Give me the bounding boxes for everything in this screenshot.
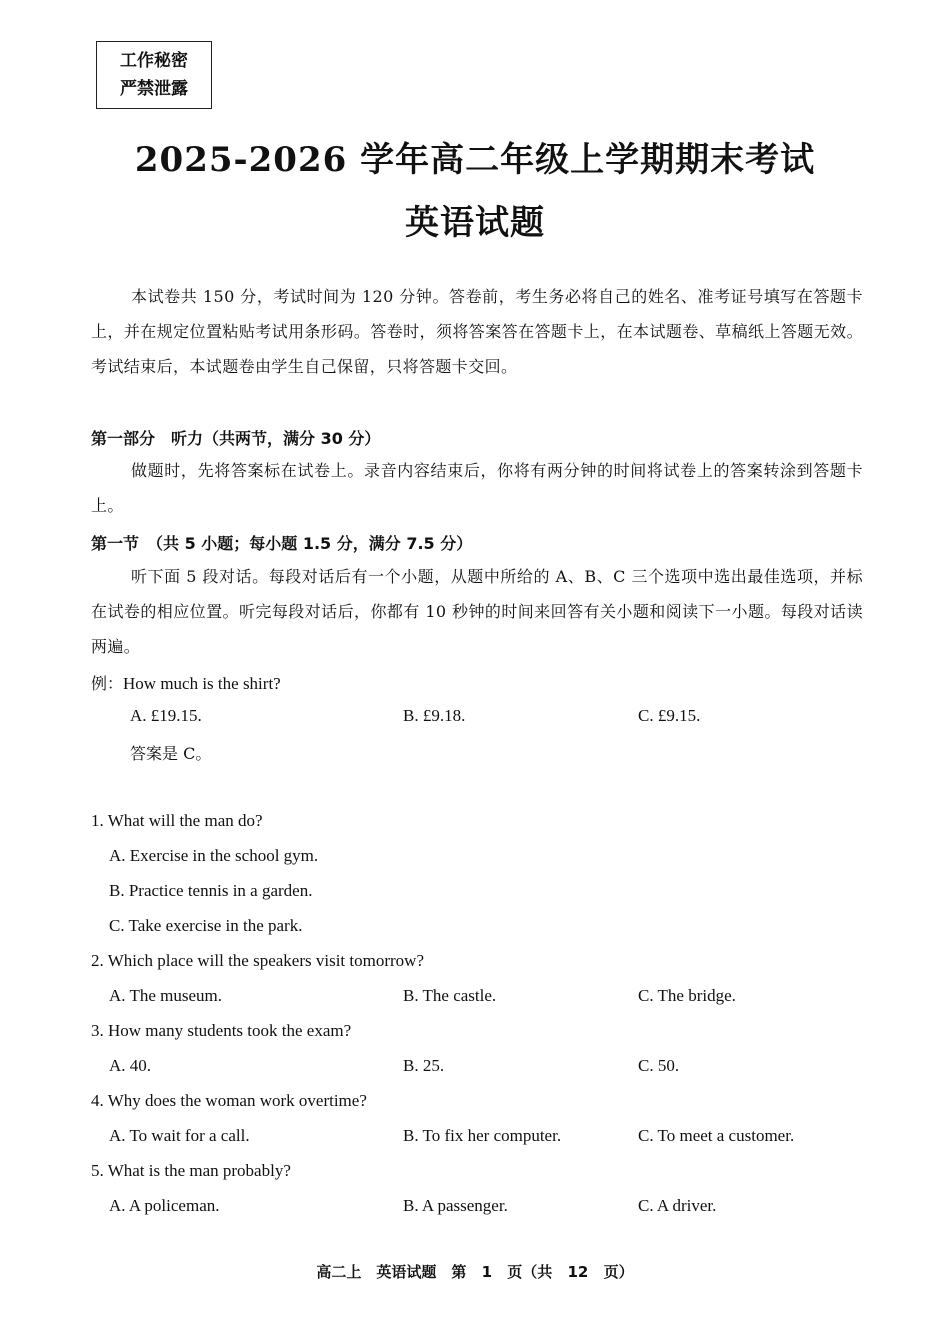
- example-answer: 答案是 C。: [130, 744, 212, 763]
- q2-option-a: A. The museum.: [109, 986, 223, 1005]
- page-footer: 高二上 英语试题 第 1 页（共 12 页）: [316, 1263, 634, 1281]
- instructions-paragraph: 本试卷共 150 分，考试时间为 120 分钟。答卷前，考生务必将自己的姓名、准考证号填写在答题卡上，并在规定位置粘贴考试用条形码。答卷时，须将答案答在答题卡上，在本试题卷、草稿纸上答题无效。考试结束后，本试题卷由学生自己保留，只将答题卡交回。: [91, 287, 863, 376]
- question-4: 4. Why does the woman work overtime?: [91, 1091, 367, 1110]
- stamp-line-2: 严禁泄露: [120, 79, 188, 99]
- example-option-a: A. £19.15.: [130, 706, 202, 725]
- section1-heading: 第一节 （共 5 小题；每小题 1.5 分，满分 7.5 分）: [91, 534, 473, 553]
- q3-option-a: A. 40.: [109, 1056, 152, 1075]
- question-2: 2. Which place will the speakers visit tomorrow?: [91, 951, 424, 970]
- q2-option-c: C. The bridge.: [638, 986, 736, 1005]
- q1-option-b: B. Practice tennis in a garden.: [109, 881, 313, 900]
- exam-title: 2025-2026 学年高二年级上学期期末考试: [134, 140, 816, 180]
- q1-option-a: A. Exercise in the school gym.: [109, 846, 319, 865]
- confidential-stamp: [96, 41, 212, 109]
- example-option-c: C. £9.15.: [638, 706, 701, 725]
- q4-option-c: C. To meet a customer.: [638, 1126, 795, 1145]
- example-prefix: 例：: [91, 674, 124, 693]
- q5-option-c: C. A driver.: [638, 1196, 717, 1215]
- example-question-text: How much is the shirt?: [123, 674, 281, 693]
- example-question: [91, 671, 281, 694]
- q2-option-b: B. The castle.: [403, 986, 497, 1005]
- q4-option-a: A. To wait for a call.: [109, 1126, 250, 1145]
- q3-option-b: B. 25.: [403, 1056, 445, 1075]
- q5-option-a: A. A policeman.: [109, 1196, 220, 1215]
- question-5: 5. What is the man probably?: [91, 1161, 291, 1180]
- stamp-line-1: 工作秘密: [120, 51, 188, 71]
- q5-option-b: B. A passenger.: [403, 1196, 508, 1215]
- section1-intro: 听下面 5 段对话。每段对话后有一个小题，从题中所给的 A、B、C 三个选项中选出最佳选项，并标在试卷的相应位置。听完每段对话后，你都有 10 秒钟的时间来回答有关小题和阅读下一小题。每段对话读两遍。: [91, 567, 863, 656]
- part1-intro: 做题时，先将答案标在试卷上。录音内容结束后，你将有两分钟的时间将试卷上的答案转涂到答题卡上。: [91, 461, 863, 515]
- q3-option-c: C. 50.: [638, 1056, 680, 1075]
- q1-option-c: C. Take exercise in the park.: [109, 916, 303, 935]
- question-3: 3. How many students took the exam?: [91, 1021, 352, 1040]
- part1-heading: 第一部分 听力（共两节，满分 30 分）: [91, 429, 381, 448]
- q4-option-b: B. To fix her computer.: [403, 1126, 562, 1145]
- exam-subject-title: 英语试题: [405, 203, 545, 243]
- example-option-b: B. £9.18.: [403, 706, 466, 725]
- question-1: 1. What will the man do?: [91, 811, 263, 830]
